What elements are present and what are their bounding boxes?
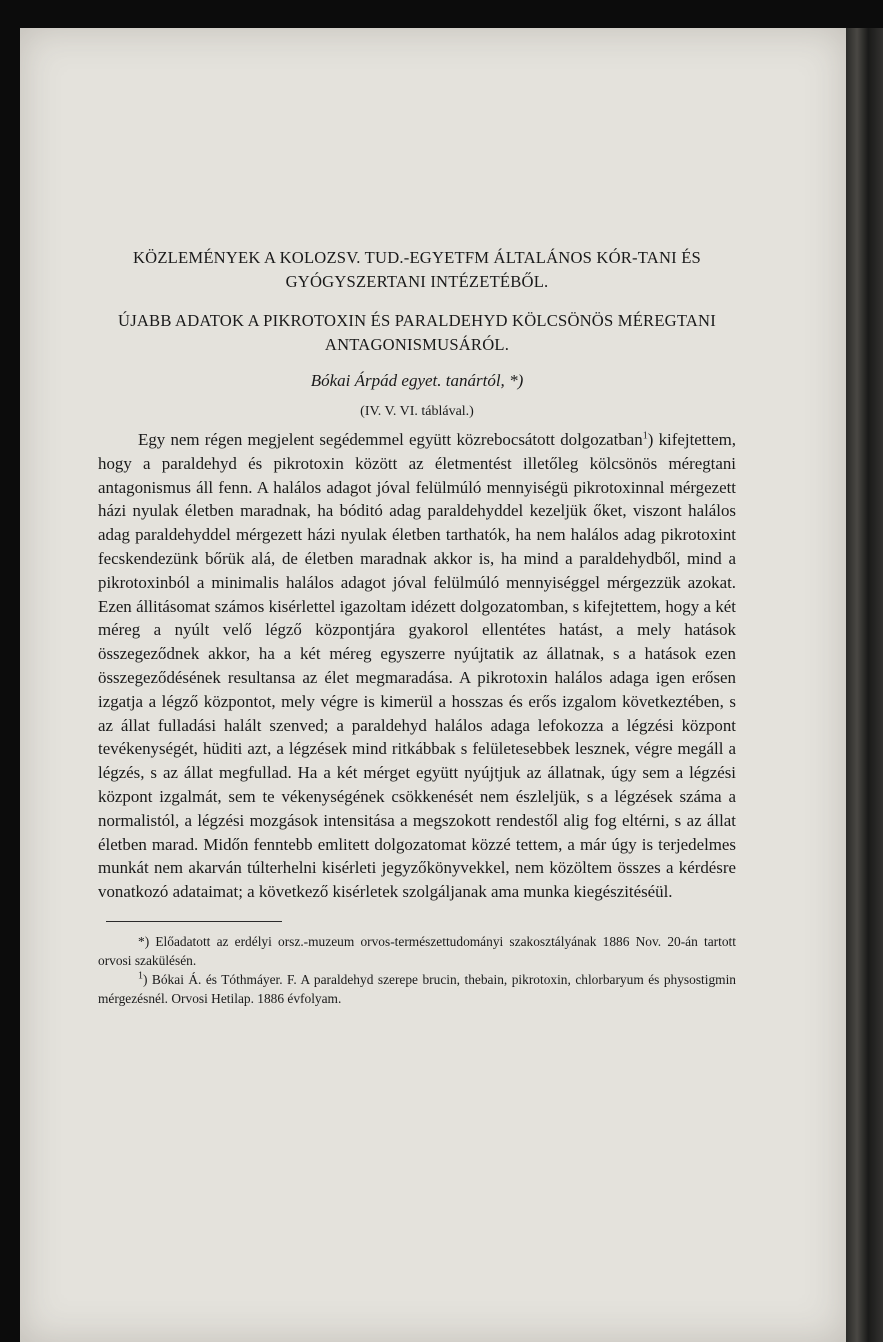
footnote-divider xyxy=(106,921,282,922)
body-text-rest: ) kifejtettem, hogy a paraldehyd és pikrotoxin között az életmentést illetőleg kölcsönös méregtani antagonismus áll fenn. A halálos adagot jóval felülmúló mennyiségü pikrotoxinnal mérgezett házi nyulak életben maradnak, ha bóditó adag paraldehyddel kezeljük őket, viszont halálos adag paraldehyddel mérgezett házi nyulak életben tarthatók, ha nem halálos adag pikrotoxint fecskendezünk bőrük alá, de életben maradnak akkor is, ha mind a paraldehydből, mind a pikrotoxinból a minimalis halálos adagot jóval felülmúló mennyiséggel mérgezzük azokat. Ezen állitásomat számos kisérlettel igazoltam idézett dolgozatomban, s kifejtettem, hogy a két méreg a nyúlt velő légző központjára gyakorol ellentétes hatást, a mely hatások összegeződnek akkor, ha a két méreg egyszerre nyújtatik az állatnak, s a hatások ezen összegeződésének resultansa az élet megmaradása. A pikrotoxin halálos adaga igen erősen izgatja a légző központot, mely végre is kimerül a hosszas és erős izgalom következtében, s az állat fulladási halált szenved; a paraldehyd halálos adaga lefokozza a légzési központ tevékenységét, hüditi azt, a légzések mind ritkábbak s felületesebbek lesznek, végre megáll a légzés, s az állat megfullad. Ha a két mérget együtt nyújtjuk az állatnak, úgy sem a légzési központ izgalmát, sem te vékenységének csökkenését nem észleljük, s a légzések száma a normalistól, a légzési mozgások intensitása a megszokott rendestől alig fog eltérni, s az állat életben marad. Midőn fenntebb emlitett dolgozatomat közzé tettem, a már úgy is terjedelmes munkát nem akarván túlterhelni kisérleti jegyzőkönyvekkel, nem közöltem összes a kérdésre vonatkozó adataimat; a következő kisérletek szolgáljanak ama munka kiegészitéséül. xyxy=(98,430,736,902)
body-paragraph xyxy=(98,428,736,904)
footnote-mark: *) xyxy=(138,933,150,949)
body-text-start: Egy nem régen megjelent segédemmel együtt közrebocsátott dolgozatban xyxy=(138,430,643,449)
footnote-item xyxy=(98,932,736,970)
footnotes xyxy=(98,932,736,1008)
author-footnote-mark: *) xyxy=(509,371,524,390)
author-name: Bókai Árpád egyet. tanártól, xyxy=(310,371,505,390)
footnote-reference: 1 xyxy=(642,430,648,442)
article-title: ÚJABB ADATOK A PIKROTOXIN ÉS PARALDEHYD KÖLCSÖNÖS MÉREGTANI ANTAGONISMUSÁRÓL. xyxy=(118,311,716,354)
footnote-mark: 1 xyxy=(138,970,143,982)
institute-heading: KÖZLEMÉNYEK A KOLOZSV. TUD.-EGYETFM ÁLTALÁNOS KÓR-TANI ÉS GYÓGYSZERTANI INTÉZETÉBŐL. xyxy=(132,248,701,291)
footnote-item xyxy=(98,970,736,1008)
footnote-text: ) Bókai Á. és Tóthmáyer. F. A paraldehyd szerepe brucin, thebain, pikrotoxin, chlorbaryum és physostigmin mérgezésnél. Orvosi Hetilap. 1886 évfolyam. xyxy=(98,971,736,1006)
footnote-text: Előadatott az erdélyi orsz.-muzeum orvos-természettudományi szakosztályának 1886 Nov. 20-án tartott orvosi szakülésén. xyxy=(98,933,736,968)
plates-note: (IV. V. VI. táblával.) xyxy=(360,404,474,419)
page-text-column xyxy=(98,246,736,1008)
author-line xyxy=(98,370,736,392)
book-edge xyxy=(846,28,883,1342)
